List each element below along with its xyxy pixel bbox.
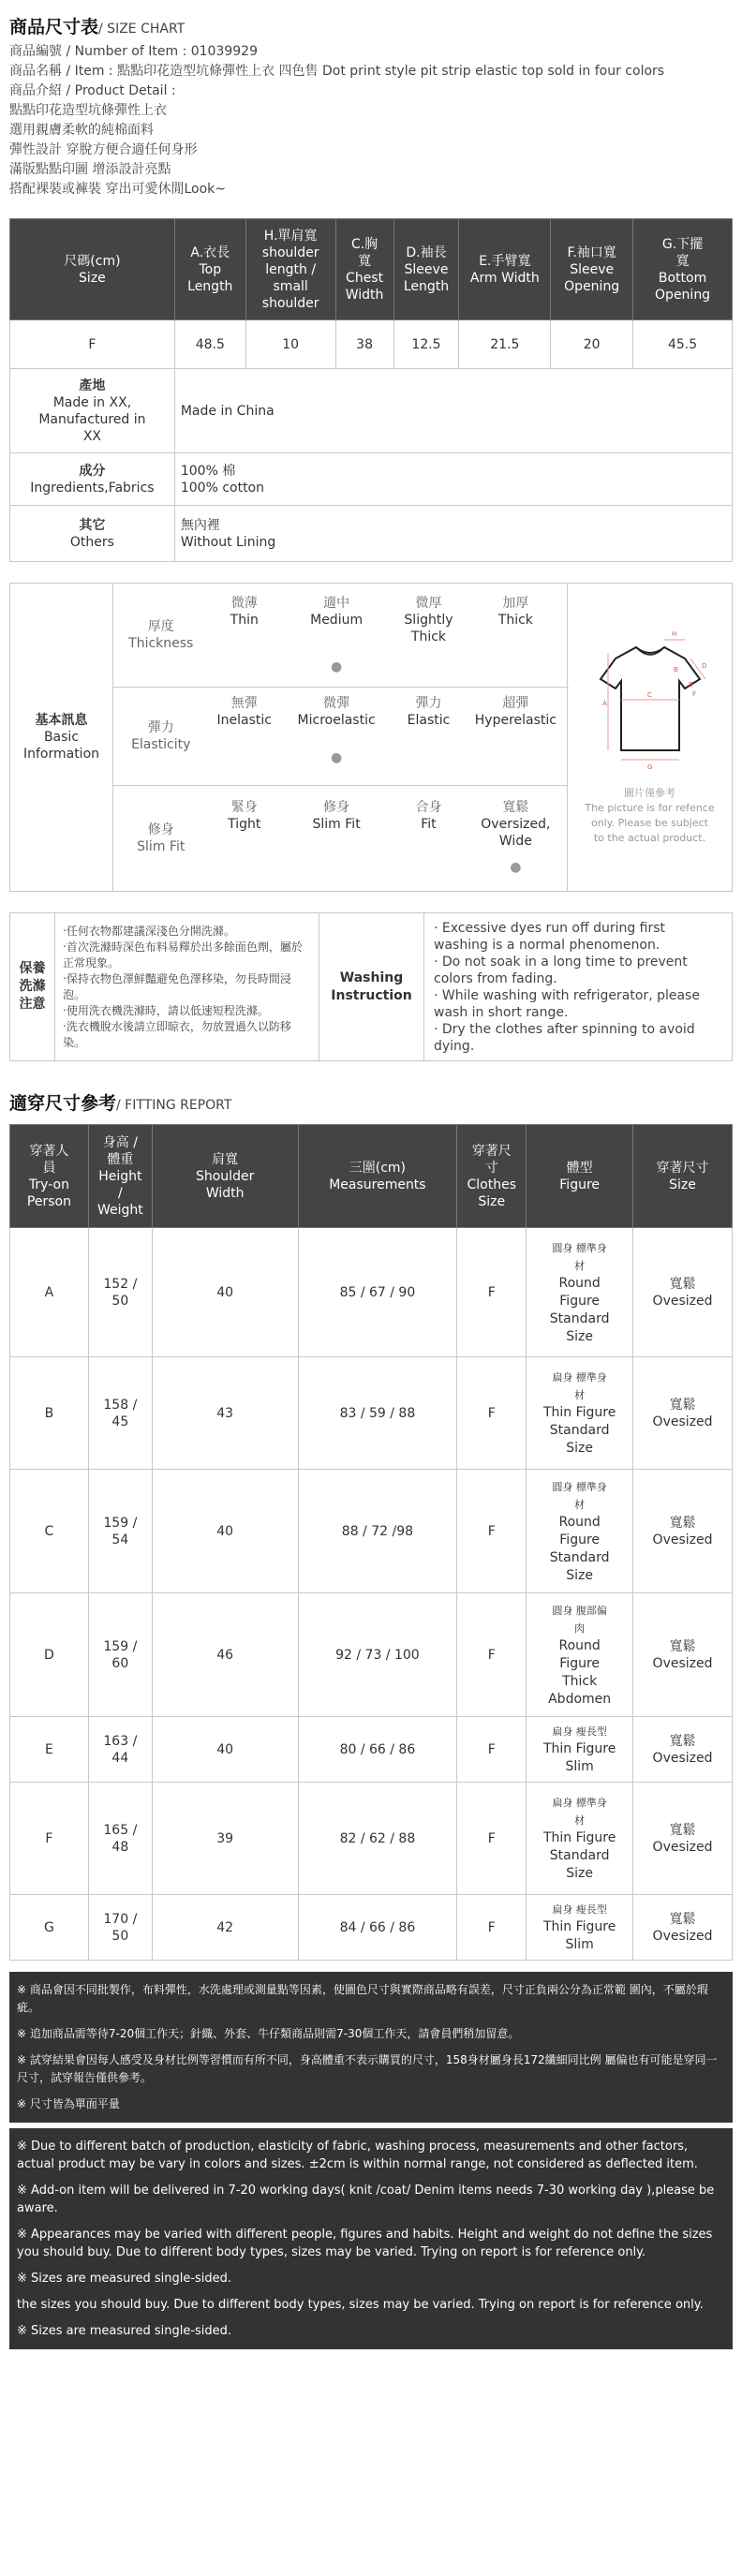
fr-shoulder: 43 xyxy=(152,1357,298,1470)
basic-info-label: 基本訊息 Basic Information xyxy=(10,584,113,892)
fr-header-measurements: 三圍(cm) Measurements xyxy=(298,1125,457,1228)
header-bottom-opening: G.下擺 寬 Bottom Opening xyxy=(633,219,733,320)
fr-measurements: 84 / 66 / 86 xyxy=(298,1895,457,1961)
origin-value: Made in China xyxy=(174,369,732,453)
fr-hw: 159 / 60 xyxy=(88,1593,152,1717)
size-cell: 12.5 xyxy=(393,320,459,369)
note-item: ※ Add-on item will be delivered in 7-20 working days( knit /coat/ Denim items needs 7-30 working day ),please be aware. xyxy=(17,2184,715,2215)
thickness-label: 厚度 Thickness xyxy=(113,584,209,688)
fr-shoulder: 39 xyxy=(152,1783,298,1895)
option-elastic: 彈力 Elastic xyxy=(407,696,451,728)
option-slightly-thick: 微厚 Slightly Thick xyxy=(404,596,453,644)
option-tight: 緊身 Tight xyxy=(228,800,261,832)
note-item: ※ 商品會因不同批製作，布料彈性，水洗處理或測量點等因素，使圖色尺寸與實際商品略有誤差，尺寸正負兩公分為正常範 圍內，不屬於瑕疵。 xyxy=(17,1983,708,2014)
fabric-row xyxy=(10,453,733,506)
size-cell: 38 xyxy=(335,320,393,369)
washing-table xyxy=(9,912,733,1061)
fr-fit: 寬鬆 Ovesized xyxy=(633,1895,733,1961)
diagram-letter-a: A xyxy=(601,700,607,707)
fr-hw: 163 / 44 xyxy=(88,1717,152,1783)
size-cell: 21.5 xyxy=(459,320,551,369)
fr-fit: 寬鬆 Ovesized xyxy=(633,1357,733,1470)
header-size: 尺碼(cm) Size xyxy=(10,219,175,320)
item-number: 商品編號 / Number of Item : 01039929 xyxy=(9,44,258,59)
size-cell: 20 xyxy=(551,320,633,369)
fr-size: F xyxy=(457,1783,527,1895)
fr-size: F xyxy=(457,1593,527,1717)
fr-size: F xyxy=(457,1470,527,1593)
note-item: the sizes you should buy. Due to different body types, sizes may be varied. Trying on report is for reference only. xyxy=(17,2298,704,2312)
picture-note: 圖片僅參考 The picture is for refence only. Please be subject to the actual product. xyxy=(585,787,715,844)
fr-measurements: 83 / 59 / 88 xyxy=(298,1357,457,1470)
diagram-letter-g: G xyxy=(646,763,652,771)
option-oversized: 寬鬆 Oversized, Wide ● xyxy=(465,786,567,891)
washing-label-zh: 保養 洗滌 注意 xyxy=(10,913,55,1061)
header-shoulder: H.單肩寬 shoulder length / small shoulder xyxy=(245,219,335,320)
title-en: / SIZE CHART xyxy=(98,22,186,37)
detail-line: 滿版點點印圖 增添設計亮點 xyxy=(9,162,171,177)
other-label: 其它 Others xyxy=(10,506,175,562)
option-thin: 微薄 Thin xyxy=(230,596,259,628)
washing-zh-item: ‧使用洗衣機洗滌時，請以低速短程洗滌。 xyxy=(63,1003,269,1017)
fr-person: E xyxy=(10,1717,89,1783)
fabric-value: 100% 棉 100% cotton xyxy=(174,453,732,506)
size-cell: 10 xyxy=(245,320,335,369)
fr-measurements: 80 / 66 / 86 xyxy=(298,1717,457,1783)
header-sleeve-opening: F.袖口寬 Sleeve Opening xyxy=(551,219,633,320)
fr-figure: 扁身 瘦長型 Thin Figure Slim xyxy=(527,1895,633,1961)
title-zh: 商品尺寸表 xyxy=(9,17,99,37)
fr-figure: 圓身 標準身 材 Round Figure Standard Size xyxy=(527,1228,633,1357)
option-thick: 加厚 Thick xyxy=(497,596,533,628)
basic-info-table xyxy=(9,583,733,892)
fr-header-hw: 身高 / 體重 Height / Weight xyxy=(88,1125,152,1228)
thickness-dot: ● xyxy=(331,659,343,674)
notes-zh xyxy=(9,1972,733,2123)
header-arm-width: E.手臂寬 Arm Width xyxy=(459,219,551,320)
detail-line: 選用親膚柔軟的純棉面料 xyxy=(9,123,154,138)
detail-line: 搭配裸裝或褲裝 穿出可愛休閒Look~ xyxy=(9,182,226,197)
washing-en-item: · Excessive dyes run off during first washing is a normal phenomenon. xyxy=(434,920,666,953)
fr-header-person: 穿著人 員 Try-on Person xyxy=(10,1125,89,1228)
fit-dot: ● xyxy=(510,860,522,875)
fr-size: F xyxy=(457,1895,527,1961)
fr-figure: 扁身 標準身 材 Thin Figure Standard Size xyxy=(527,1783,633,1895)
fr-row-g xyxy=(10,1895,733,1961)
fabric-label: 成分 Ingredients,Fabrics xyxy=(10,453,175,506)
fr-shoulder: 46 xyxy=(152,1593,298,1717)
header-top-length: A.衣長 Top Length xyxy=(174,219,245,320)
washing-en-item: · Dry the clothes after spinning to avoid dying. xyxy=(434,1021,695,1054)
size-cell: F xyxy=(10,320,175,369)
fr-row-a xyxy=(10,1228,733,1357)
option-inelastic: 無彈 Inelastic xyxy=(216,696,272,728)
diagram-letter-d: D xyxy=(701,662,706,670)
page-title xyxy=(9,13,733,38)
fr-figure: 扁身 標準身 材 Thin Figure Standard Size xyxy=(527,1357,633,1470)
detail-label: 商品介紹 / Product Detail : xyxy=(9,83,176,98)
fr-figure: 圓身 標準身 材 Round Figure Standard Size xyxy=(527,1470,633,1593)
fr-row-b xyxy=(10,1357,733,1470)
washing-zh-item: ‧任何衣物都建議深淺色分開洗滌。 xyxy=(63,924,235,938)
fr-hw: 165 / 48 xyxy=(88,1783,152,1895)
fr-header-fit: 穿著尺寸 Size xyxy=(633,1125,733,1228)
diagram-letter-h: H xyxy=(671,630,676,638)
fitting-table xyxy=(9,1124,733,1961)
notes-en xyxy=(9,2128,733,2349)
fr-row-f xyxy=(10,1783,733,1895)
note-item: ※ Due to different batch of production, elasticity of fabric, washing process, measurements and other factors, actual product may be vary in colors and sizes. ±2cm is within normal range, not considered as deflected item. xyxy=(17,2139,698,2171)
fr-fit: 寬鬆 Ovesized xyxy=(633,1470,733,1593)
fr-header-figure: 體型 Figure xyxy=(527,1125,633,1228)
washing-en-item: · While washing with refrigerator, please wash in short range. xyxy=(434,987,700,1020)
elasticity-dot: ● xyxy=(331,750,343,765)
origin-label: 產地 Made in XX, Manufactured in XX xyxy=(10,369,175,453)
fr-figure: 圓身 腹部偏 肉 Round Figure Thick Abdomen xyxy=(527,1593,633,1717)
fit-label: 修身 Slim Fit xyxy=(113,786,209,892)
fr-person: F xyxy=(10,1783,89,1895)
note-item: ※ 追加商品需等待7-20個工作天；針織、外套、牛仔類商品則需7-30個工作天，請會員們稍加留意。 xyxy=(17,2027,520,2040)
thickness-options xyxy=(209,584,568,688)
fr-size: F xyxy=(457,1717,527,1783)
washing-zh-list xyxy=(55,913,319,1061)
washing-zh-item: ‧保持衣物色澤鮮豔避免色澤移染，勿長時間浸泡。 xyxy=(63,971,291,1001)
fr-shoulder: 42 xyxy=(152,1895,298,1961)
washing-label-en: Washing Instruction xyxy=(319,913,424,1061)
size-cell: 48.5 xyxy=(174,320,245,369)
washing-en-item: · Do not soak in a long time to prevent colors from fading. xyxy=(434,954,688,986)
fr-fit: 寬鬆 Ovesized xyxy=(633,1228,733,1357)
diagram-letter-e: E xyxy=(688,681,692,688)
fr-shoulder: 40 xyxy=(152,1717,298,1783)
note-item: ※ 尺寸皆為單面平量 xyxy=(17,2097,120,2110)
fr-figure: 扁身 瘦長型 Thin Figure Slim xyxy=(527,1717,633,1783)
other-value: 無內裡 Without Lining xyxy=(174,506,732,562)
washing-zh-item: ‧首次洗滌時深色布料易釋於出多餘面色劑，屬於正常現象。 xyxy=(63,940,303,970)
washing-en-list xyxy=(424,913,733,1061)
note-item: ※ Sizes are measured single-sided. xyxy=(17,2324,232,2338)
fitting-title: 適穿尺寸參考/ FITTING REPORT xyxy=(9,1093,232,1114)
garment-diagram xyxy=(568,584,733,892)
tshirt-diagram-icon xyxy=(580,621,720,771)
fr-shoulder: 40 xyxy=(152,1228,298,1357)
option-microelastic: 微彈 Microelastic ● xyxy=(280,688,393,785)
header-sleeve-length: D.袖長 Sleeve Length xyxy=(393,219,459,320)
fr-hw: 158 / 45 xyxy=(88,1357,152,1470)
option-medium: 適中 Medium ● xyxy=(280,584,393,687)
diagram-letter-c: C xyxy=(646,691,652,699)
fr-row-d xyxy=(10,1593,733,1717)
other-row xyxy=(10,506,733,562)
fr-person: G xyxy=(10,1895,89,1961)
fr-hw: 152 / 50 xyxy=(88,1228,152,1357)
washing-zh-item: ‧洗衣機脫水後請立即晾衣，勿放置過久以防移染。 xyxy=(63,1019,291,1049)
elasticity-label: 彈力 Elasticity xyxy=(113,688,209,786)
diagram-letter-b: B xyxy=(673,666,678,674)
fr-measurements: 88 / 72 /98 xyxy=(298,1470,457,1593)
fr-header-shoulder: 肩寬 Shoulder Width xyxy=(152,1125,298,1228)
item-name: 商品名稱 / Item : 點點印花造型坑條彈性上衣 四色售 Dot print style pit strip elastic top sold in four colors xyxy=(9,64,665,79)
detail-line: 點點印花造型坑條彈性上衣 xyxy=(9,103,167,118)
detail-line: 彈性設計 穿脫方便合適任何身形 xyxy=(9,142,198,157)
fr-fit: 寬鬆 Ovesized xyxy=(633,1593,733,1717)
fr-shoulder: 40 xyxy=(152,1470,298,1593)
size-table xyxy=(9,218,733,562)
fr-person: B xyxy=(10,1357,89,1470)
note-item: ※ 試穿結果會因每人感受及身材比例等習慣而有所不同，身高體重不表示購買的尺寸，158身材屬身長172纖細同比例 屬偏也有可能是穿同一尺寸，試穿報告僅供參考。 xyxy=(17,2053,718,2084)
fit-options xyxy=(209,786,568,892)
elasticity-options xyxy=(209,688,568,786)
fr-person: C xyxy=(10,1470,89,1593)
fr-person: A xyxy=(10,1228,89,1357)
origin-row xyxy=(10,369,733,453)
header-chest: C.胸 寬 Chest Width xyxy=(335,219,393,320)
fr-size: F xyxy=(457,1228,527,1357)
fr-fit: 寬鬆 Ovesized xyxy=(633,1783,733,1895)
fr-measurements: 85 / 67 / 90 xyxy=(298,1228,457,1357)
size-cell: 45.5 xyxy=(633,320,733,369)
fr-row-e xyxy=(10,1717,733,1783)
fr-measurements: 92 / 73 / 100 xyxy=(298,1593,457,1717)
fr-header-clothes-size: 穿著尺 寸 Clothes Size xyxy=(457,1125,527,1228)
fr-size: F xyxy=(457,1357,527,1470)
fr-hw: 159 / 54 xyxy=(88,1470,152,1593)
note-item: ※ Appearances may be varied with different people, figures and habits. Height and weight do not define the sizes you should buy. Due to different body types, sizes may be varied. Trying on report is for reference only. xyxy=(17,2228,713,2259)
fr-fit: 寬鬆 Ovesized xyxy=(633,1717,733,1783)
product-intro xyxy=(9,42,733,200)
size-row xyxy=(10,320,733,369)
fr-person: D xyxy=(10,1593,89,1717)
diagram-letter-f: F xyxy=(691,690,696,698)
option-hyperelastic: 超彈 Hyperelastic xyxy=(474,696,556,728)
fr-hw: 170 / 50 xyxy=(88,1895,152,1961)
option-slim-fit: 修身 Slim Fit xyxy=(312,800,361,832)
note-item: ※ Sizes are measured single-sided. xyxy=(17,2272,232,2286)
option-fit: 合身 Fit xyxy=(415,800,442,832)
fr-measurements: 82 / 62 / 88 xyxy=(298,1783,457,1895)
fr-row-c xyxy=(10,1470,733,1593)
